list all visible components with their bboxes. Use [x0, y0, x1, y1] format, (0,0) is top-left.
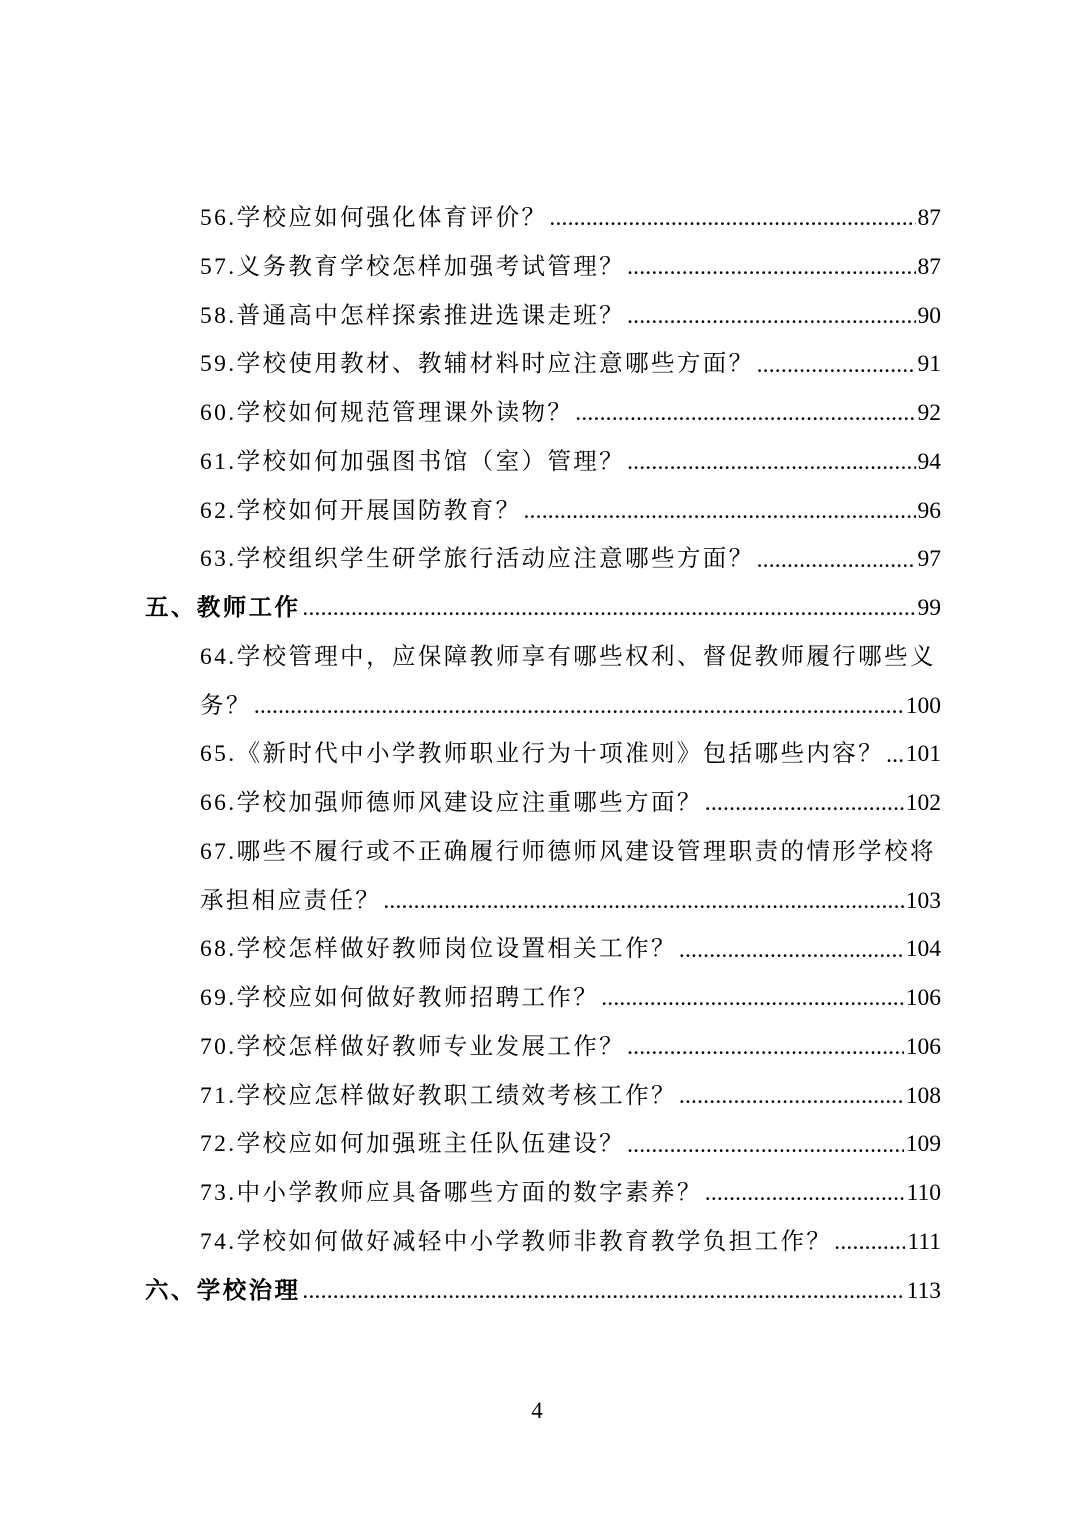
toc-section[interactable] [145, 1267, 941, 1316]
entry-title: 63.学校组织学生研学旅行活动应注意哪些方面？ [200, 546, 755, 573]
dot-leader [549, 194, 915, 242]
entry-title: 62.学校如何开展国防教育？ [200, 497, 522, 524]
dot-leader [679, 926, 904, 974]
dot-leader [705, 779, 904, 827]
toc-entry[interactable] [200, 487, 941, 536]
dot-leader [254, 682, 904, 730]
entry-page: 113 [906, 1277, 941, 1304]
dot-leader [627, 243, 915, 291]
dot-leader [705, 1169, 905, 1217]
toc-entry[interactable] [200, 340, 941, 389]
dot-leader [601, 974, 904, 1022]
toc-entry[interactable] [200, 779, 941, 828]
toc-entry[interactable] [200, 925, 941, 974]
toc-entry[interactable] [200, 292, 941, 341]
toc-entry[interactable] [200, 1120, 941, 1169]
entry-page: 87 [917, 205, 941, 231]
entry-title: 六、学校治理 [145, 1277, 301, 1304]
entry-title: 59.学校使用教材、教辅材料时应注意哪些方面？ [200, 351, 755, 378]
entry-page: 92 [917, 400, 941, 426]
page-number: 4 [531, 1398, 543, 1423]
toc-entry-continuation[interactable] [200, 877, 941, 926]
dot-leader [886, 731, 904, 779]
entry-page: 90 [917, 302, 941, 329]
entry-title-continuation: 务？ [200, 692, 252, 719]
dot-leader [383, 877, 903, 925]
toc-entry-continuation[interactable] [200, 682, 941, 731]
dot-leader [679, 1072, 904, 1120]
dot-leader [523, 487, 915, 535]
entry-page: 102 [905, 790, 941, 816]
entry-title: 57.义务教育学校怎样加强考试管理？ [200, 253, 626, 280]
entry-title: 67.哪些不履行或不正确履行师德师风建设管理职责的情形学校将 [200, 838, 936, 865]
entry-title: 72.学校应如何加强班主任队伍建设？ [200, 1131, 626, 1158]
toc-entry[interactable] [200, 1072, 941, 1121]
entry-page: 87 [917, 253, 941, 280]
entry-page: 103 [905, 887, 941, 914]
toc-entry[interactable] [200, 194, 941, 243]
dot-leader [627, 1023, 904, 1071]
dot-leader [302, 1267, 904, 1315]
toc-entry[interactable] [200, 633, 941, 682]
entry-title: 73.中小学教师应具备哪些方面的数字素养？ [200, 1180, 703, 1206]
dot-leader [575, 389, 915, 437]
entry-title: 68.学校怎样做好教师岗位设置相关工作？ [200, 936, 677, 963]
toc-entry[interactable] [200, 535, 941, 584]
entry-page: 94 [917, 448, 941, 475]
toc-entry[interactable] [200, 1218, 941, 1267]
dot-leader [757, 341, 916, 389]
table-of-contents [0, 194, 1074, 1315]
entry-title: 71.学校应怎样做好教职工绩效考核工作？ [200, 1082, 677, 1109]
dot-leader [627, 1121, 904, 1169]
toc-entry[interactable] [200, 974, 941, 1023]
entry-page: 101 [905, 741, 941, 768]
entry-title: 56.学校应如何强化体育评价？ [200, 205, 548, 231]
toc-entry[interactable] [200, 828, 941, 877]
entry-title-continuation: 承担相应责任？ [200, 887, 382, 914]
toc-entry[interactable] [200, 389, 941, 438]
toc-entry[interactable] [200, 1023, 941, 1072]
entry-page: 109 [905, 1131, 941, 1158]
entry-page: 99 [917, 595, 941, 621]
entry-title: 61.学校如何加强图书馆（室）管理？ [200, 448, 626, 475]
toc-section[interactable] [145, 584, 941, 633]
entry-page: 100 [905, 692, 941, 719]
entry-page: 97 [917, 546, 941, 573]
toc-entry[interactable] [200, 1169, 941, 1218]
entry-page: 106 [905, 1033, 941, 1060]
entry-title: 58.普通高中怎样探索推进选课走班？ [200, 302, 626, 329]
entry-title: 69.学校应如何做好教师招聘工作？ [200, 985, 600, 1011]
dot-leader [627, 292, 915, 340]
entry-page: 106 [905, 985, 941, 1011]
entry-page: 96 [917, 497, 941, 524]
dot-leader [757, 536, 916, 584]
toc-entry[interactable] [200, 243, 941, 292]
entry-page: 108 [905, 1082, 941, 1109]
entry-title: 60.学校如何规范管理课外读物？ [200, 400, 574, 426]
entry-page: 111 [907, 1228, 941, 1255]
entry-title: 74.学校如何做好减轻中小学教师非教育教学负担工作？ [200, 1228, 833, 1255]
entry-title: 66.学校加强师德师风建设应注重哪些方面？ [200, 790, 703, 816]
entry-page: 110 [906, 1180, 941, 1206]
entry-page: 104 [905, 936, 941, 963]
dot-leader [834, 1218, 905, 1266]
entry-title: 五、教师工作 [145, 595, 301, 621]
entry-title: 70.学校怎样做好教师专业发展工作？ [200, 1033, 626, 1060]
entry-title: 64.学校管理中，应保障教师享有哪些权利、督促教师履行哪些义 [200, 643, 936, 670]
toc-entry[interactable] [200, 730, 941, 779]
entry-title: 65.《新时代中小学教师职业行为十项准则》包括哪些内容？ [200, 741, 885, 768]
dot-leader [302, 584, 915, 632]
toc-entry[interactable] [200, 438, 941, 487]
entry-page: 91 [917, 351, 941, 378]
dot-leader [627, 438, 915, 486]
